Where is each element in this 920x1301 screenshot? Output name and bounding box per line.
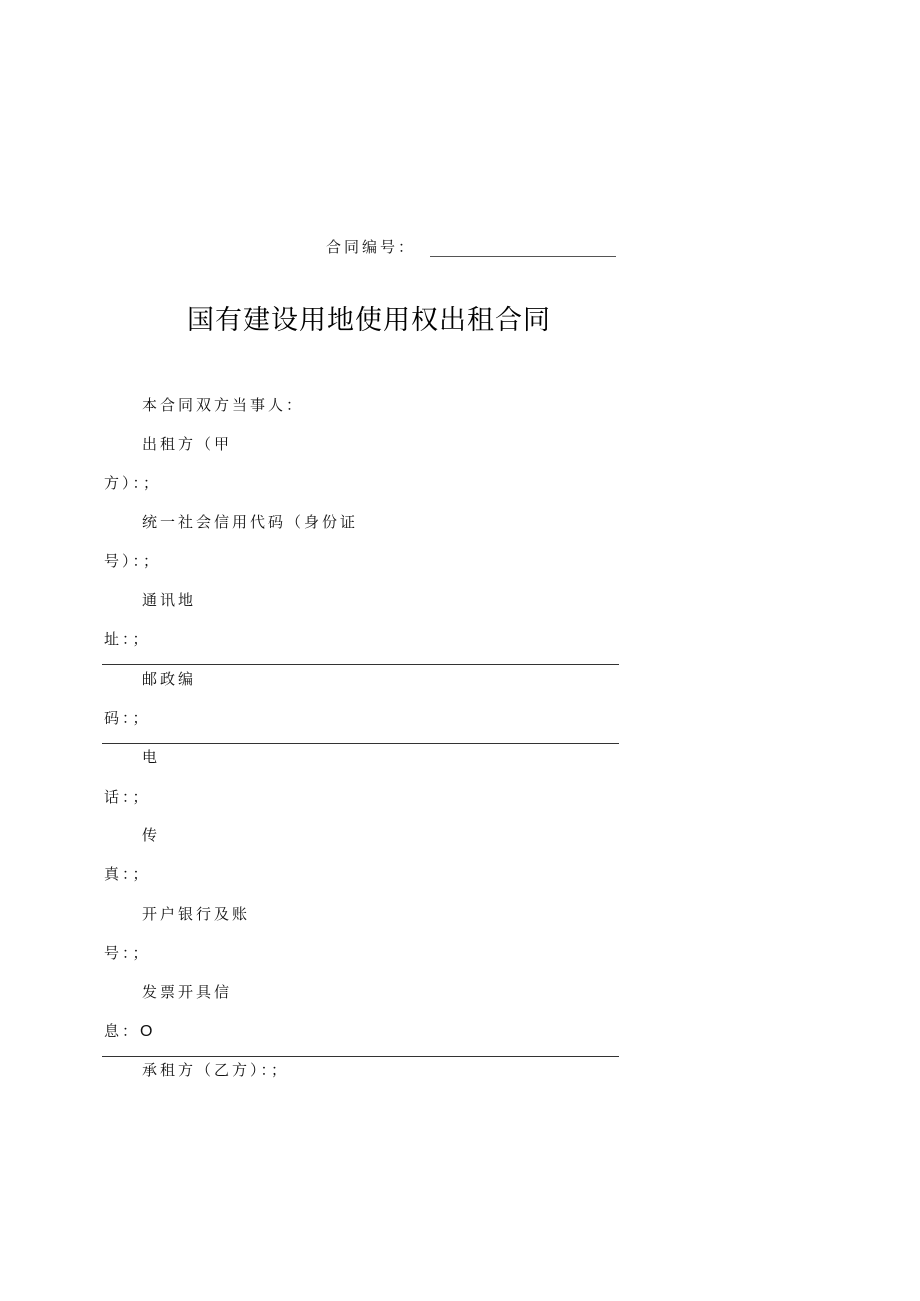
phone-label-cont: 话：； [104, 788, 151, 806]
lessee-label: 承租方（乙方）：； [142, 1061, 290, 1079]
postcode-label: 邮政编 [142, 670, 197, 688]
lessor-label: 出租方（甲 [142, 435, 233, 453]
invoice-info-label: 发票开具信 [142, 983, 233, 1001]
postcode-rule [102, 743, 619, 744]
fax-label: 传 [142, 826, 161, 844]
address-rule [102, 664, 619, 665]
address-label: 通讯地 [142, 591, 197, 609]
parties-heading: 本合同双方当事人： [142, 396, 305, 414]
credit-code-label: 统一社会信用代码（身份证 [142, 513, 359, 531]
postcode-label-cont: 码：； [104, 709, 151, 727]
phone-label: 电 [142, 748, 161, 766]
credit-code-label-cont: 号）：； [104, 552, 162, 570]
invoice-info-mark: O [140, 1023, 153, 1040]
contract-number-label: 合同编号： [326, 238, 417, 256]
contract-number-row [326, 236, 616, 257]
contract-number-blank[interactable] [430, 238, 616, 257]
fax-label-cont: 真：； [104, 865, 151, 883]
address-label-cont: 址：； [104, 630, 151, 648]
invoice-info-prefix: 息： [104, 1022, 141, 1040]
document-title: 国有建设用地使用权出租合同 [187, 305, 551, 336]
lessor-label-cont: 方）：； [104, 474, 162, 492]
bank-account-label-cont: 号：； [104, 944, 151, 962]
invoice-rule [102, 1056, 619, 1057]
bank-account-label: 开户银行及账 [142, 905, 251, 923]
invoice-info-label-cont [104, 1020, 152, 1041]
